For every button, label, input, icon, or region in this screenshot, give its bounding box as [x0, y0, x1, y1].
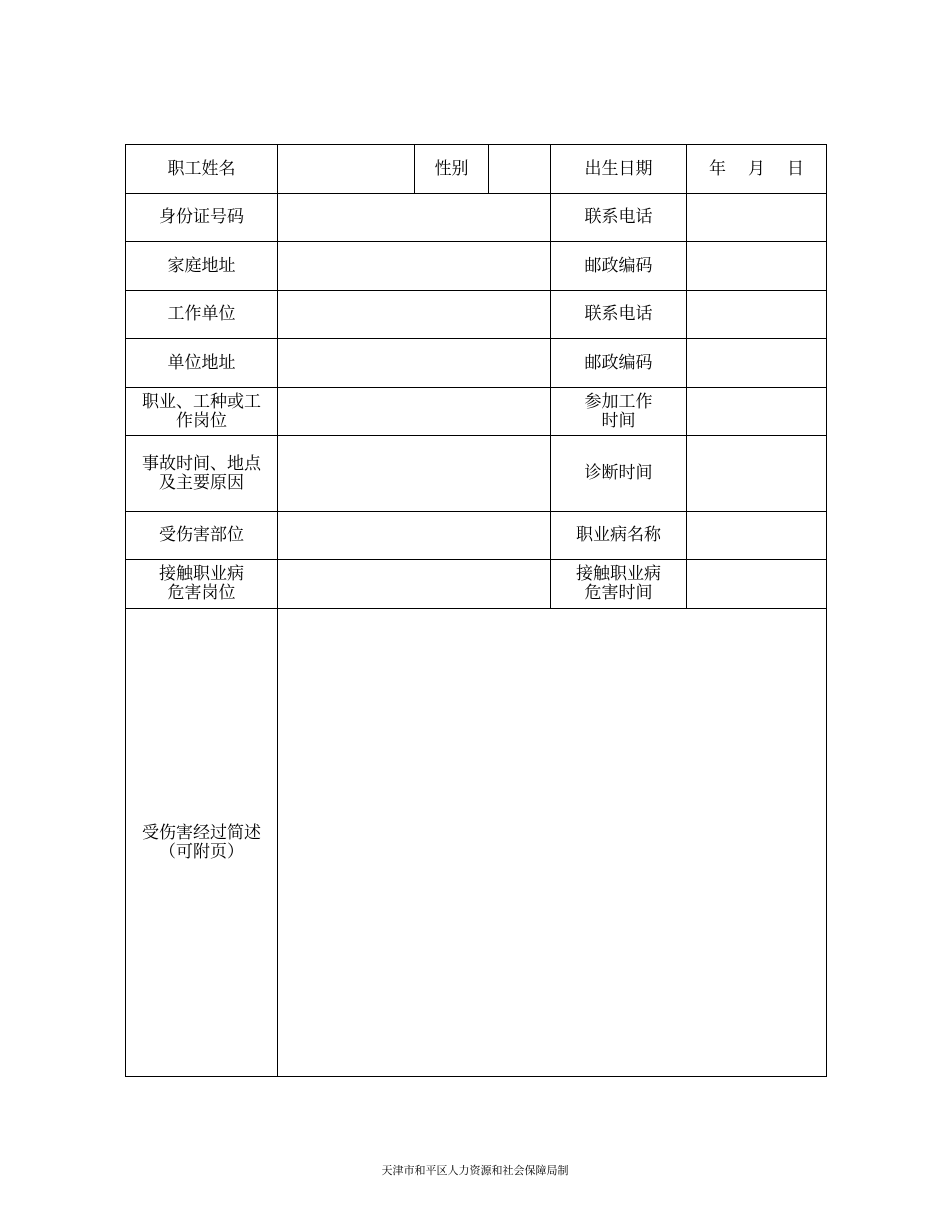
diagnosis-time-label: 诊断时间	[584, 463, 653, 483]
contact-phone-field[interactable]	[687, 194, 827, 242]
employee-name-label: 职工姓名	[167, 158, 236, 179]
injury-part-label: 受伤害部位	[159, 525, 244, 545]
birth-day-label: 日	[787, 158, 804, 179]
gender-label: 性别	[434, 158, 469, 179]
injury-report-form	[125, 144, 827, 1077]
description-label: 受伤害经过简述 （可附页）	[142, 822, 261, 862]
disease-name-label-cell	[551, 512, 687, 560]
disease-name-label: 职业病名称	[576, 525, 661, 545]
employer-phone-label-cell	[551, 291, 687, 339]
birth-date-label: 出生日期	[584, 158, 653, 179]
form-row-accident	[126, 436, 827, 512]
gender-field[interactable]	[489, 145, 551, 194]
home-postcode-field[interactable]	[687, 242, 827, 291]
home-address-label-cell	[126, 242, 278, 291]
description-field[interactable]	[278, 609, 827, 1077]
employer-phone-label: 联系电话	[584, 304, 653, 324]
employer-field[interactable]	[278, 291, 551, 339]
gender-label-cell	[415, 145, 489, 194]
id-number-label: 身份证号码	[159, 207, 244, 227]
id-number-field[interactable]	[278, 194, 551, 242]
exposure-time-label-cell	[551, 560, 687, 609]
employee-name-field[interactable]	[278, 145, 415, 194]
employer-address-field[interactable]	[278, 339, 551, 388]
home-postcode-label: 邮政编码	[584, 255, 653, 276]
employer-postcode-label: 邮政编码	[584, 352, 653, 373]
injury-part-label-cell	[126, 512, 278, 560]
birth-year-label: 年	[709, 158, 726, 179]
disease-name-field[interactable]	[687, 512, 827, 560]
exposure-post-label: 接触职业病 危害岗位	[159, 564, 244, 603]
contact-phone-label-cell	[551, 194, 687, 242]
employer-phone-field[interactable]	[687, 291, 827, 339]
exposure-post-field[interactable]	[278, 560, 551, 609]
home-address-label: 家庭地址	[167, 255, 236, 276]
exposure-post-label-cell	[126, 560, 278, 609]
birth-month-label: 月	[748, 158, 765, 179]
form-row-employer	[126, 291, 827, 339]
exposure-time-label: 接触职业病 危害时间	[576, 564, 661, 603]
employer-postcode-label-cell	[551, 339, 687, 388]
employee-name-label-cell	[126, 145, 278, 194]
form-row-id	[126, 194, 827, 242]
form-row-employer-address	[126, 339, 827, 388]
form-row-occupation	[126, 388, 827, 436]
work-start-field[interactable]	[687, 388, 827, 436]
form-row-exposure	[126, 560, 827, 609]
work-start-label: 参加工作 时间	[584, 391, 653, 431]
form-row-description	[126, 609, 827, 1077]
form-row-injury-part	[126, 512, 827, 560]
description-label-cell	[126, 609, 278, 1077]
work-start-label-cell	[551, 388, 687, 436]
diagnosis-time-label-cell	[551, 436, 687, 512]
occupation-field[interactable]	[278, 388, 551, 436]
id-number-label-cell	[126, 194, 278, 242]
accident-field[interactable]	[278, 436, 551, 512]
employer-label: 工作单位	[167, 304, 236, 324]
accident-label: 事故时间、地点 及主要原因	[142, 453, 261, 493]
occupation-label: 职业、工种或工 作岗位	[142, 391, 261, 431]
employer-label-cell	[126, 291, 278, 339]
contact-phone-label: 联系电话	[584, 207, 653, 227]
employer-postcode-field[interactable]	[687, 339, 827, 388]
exposure-time-field[interactable]	[687, 560, 827, 609]
diagnosis-time-field[interactable]	[687, 436, 827, 512]
home-postcode-label-cell	[551, 242, 687, 291]
birth-date-field[interactable]	[687, 145, 827, 194]
form-row-name	[126, 145, 827, 194]
form-row-home-address	[126, 242, 827, 291]
accident-label-cell	[126, 436, 278, 512]
home-address-field[interactable]	[278, 242, 551, 291]
issuer-footer: 天津市和平区人力资源和社会保障局制	[381, 1164, 569, 1177]
birth-date-label-cell	[551, 145, 687, 194]
injury-part-field[interactable]	[278, 512, 551, 560]
occupation-label-cell	[126, 388, 278, 436]
employer-address-label: 单位地址	[167, 352, 236, 373]
employer-address-label-cell	[126, 339, 278, 388]
